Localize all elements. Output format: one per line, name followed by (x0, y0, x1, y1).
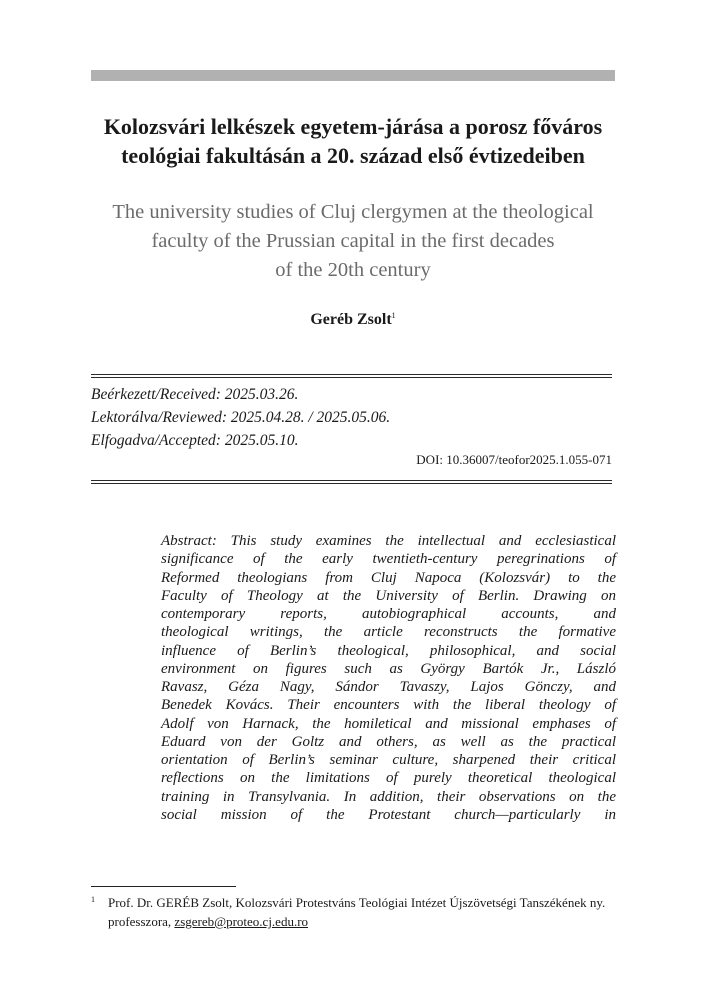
abstract (161, 532, 616, 824)
author-email-link[interactable]: zsgereb@proteo.cj.edu.ro (174, 914, 309, 929)
abstract-line: reflections on the limitations of purely theoretical theological (161, 770, 616, 787)
double-rule-bottom (91, 480, 612, 484)
title-hungarian (60, 112, 646, 170)
abstract-line: Benedek Kovács. Their encounters with the liberal theology of (161, 697, 616, 714)
abstract-line: significance of the early twentieth-century peregrinations of (161, 551, 616, 568)
received-date: Beérkezett/Received: 2025.03.26. (91, 386, 299, 403)
abstract-line: training in Transylvania. In addition, their observations on the (161, 788, 616, 805)
author-name: Geréb Zsolt (310, 311, 392, 328)
abstract-line: Adolf von Harnack, the homiletical and missional emphases of (161, 715, 616, 732)
title-en-line: faculty of the Prussian capital in the first decades (151, 230, 555, 252)
title-en-line: of the 20th century (275, 259, 431, 281)
double-rule-top (91, 374, 612, 378)
article-dates (91, 383, 390, 452)
abstract-line: influence of Berlin’s theological, philosophical, and social (161, 642, 616, 659)
author (0, 311, 706, 329)
abstract-line: theological writings, the article reconstructs the formative (161, 624, 616, 641)
header-bar (91, 70, 615, 81)
footnote-text (108, 893, 616, 931)
abstract-line: environment on figures such as György Bartók Jr., László (161, 660, 616, 677)
reviewed-date: Lektorálva/Reviewed: 2025.04.28. / 2025.05.06. (91, 409, 391, 426)
abstract-line: orientation of Berlin’s seminar culture, sharpened their critical (161, 752, 616, 768)
abstract-line: Faculty of Theology at the University of Berlin. Drawing on (161, 587, 616, 604)
author-footnote-marker[interactable]: 1 (391, 311, 396, 320)
abstract-line: Ravasz, Géza Nagy, Sándor Tavaszy, Lajos Gönczy, and (161, 679, 616, 695)
title-english (60, 198, 646, 285)
abstract-line: contemporary reports, autobiographical accounts, and (161, 606, 616, 622)
abstract-line: Eduard von der Goltz and others, as well as the practical (161, 733, 616, 750)
accepted-date: Elfogadva/Accepted: 2025.05.10. (91, 432, 299, 449)
title-hu-line: Kolozsvári lelkészek egyetem-járása a porosz főváros (103, 114, 603, 139)
footnote (91, 893, 616, 931)
title-hu-line: teológiai fakultásán a 20. század első évtizedeiben (121, 143, 585, 168)
title-en-line: The university studies of Cluj clergymen at the theological (112, 201, 594, 223)
abstract-line: social mission of the Protestant church—particularly in (161, 806, 616, 823)
footnote-separator (91, 886, 236, 887)
abstract-line: Reformed theologians from Cluj Napoca (Kolozsvár) to the (161, 569, 616, 586)
doi: DOI: 10.36007/teofor2025.1.055-071 (416, 452, 612, 467)
footnote-number: 1 (91, 895, 95, 904)
abstract-line: Abstract: This study examines the intellectual and ecclesiastical (161, 533, 616, 549)
footnote-body: Prof. Dr. GERÉB Zsolt, Kolozsvári Protestváns Teológiai Intézet Újszövetségi Tanszékének ny. professzora, (108, 895, 606, 929)
